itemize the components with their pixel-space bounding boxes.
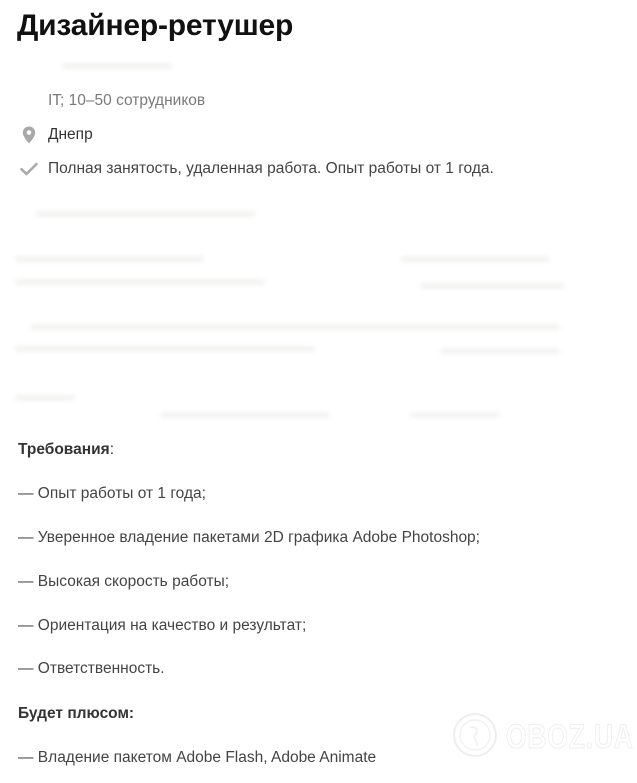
company-industry: IT; 10–50 сотрудников bbox=[48, 92, 206, 109]
requirement-item: — Ответственность. bbox=[18, 660, 165, 677]
requirement-item: — Высокая скорость работы; bbox=[18, 573, 230, 590]
requirement-item: — Уверенное владение пакетами 2D графика Adobe Photoshop; bbox=[18, 529, 480, 546]
checkmark-icon bbox=[20, 160, 38, 178]
bonus-item: — Владение пакетом Adobe Flash, Adobe Animate bbox=[18, 749, 377, 766]
bonus-heading: Будет плюсом: bbox=[18, 705, 135, 722]
requirement-item: — Ориентация на качество и результат; bbox=[18, 617, 307, 634]
oboz-logo-icon bbox=[452, 712, 498, 763]
vacancy-title: Дизайнер-ретушер bbox=[17, 9, 294, 42]
requirements-heading: Требования: bbox=[18, 441, 114, 458]
map-pin-icon bbox=[20, 126, 38, 144]
company-industry-row bbox=[20, 91, 205, 111]
redacted-company-name bbox=[62, 63, 172, 69]
employment-text: Полная занятость, удаленная работа. Опыт работы от 1 года. bbox=[48, 160, 494, 177]
employment-row bbox=[20, 159, 494, 179]
requirement-item: — Опыт работы от 1 года; bbox=[18, 485, 206, 502]
watermark-text: OBOZ.UA bbox=[506, 718, 634, 756]
location-text: Днепр bbox=[48, 126, 93, 143]
watermark bbox=[452, 712, 637, 763]
location-row bbox=[20, 125, 93, 145]
